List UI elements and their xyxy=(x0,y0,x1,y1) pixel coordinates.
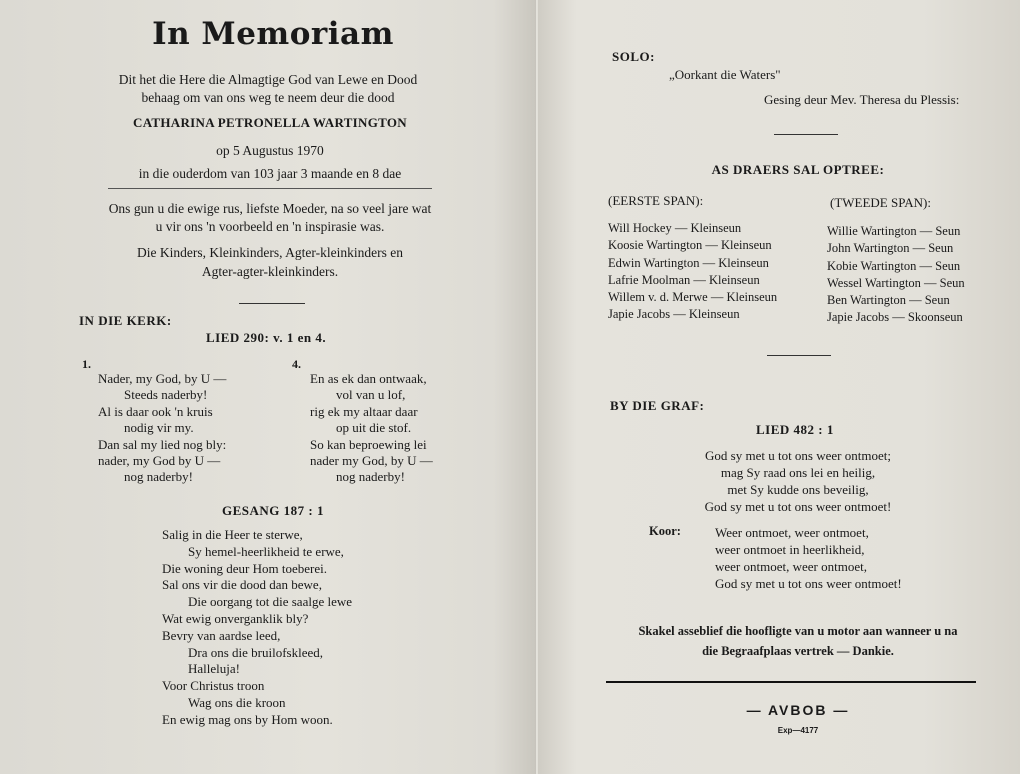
hymn-line: mag Sy raad ons lei en heilig, xyxy=(720,465,876,480)
rest-line: Ons gun u die ewige rus, liefste Moeder, na so veel jare wat xyxy=(108,201,432,216)
bearer-entry: Lafrie Moolman — Kleinseun xyxy=(608,272,760,287)
hymn-482-text xyxy=(658,447,938,515)
choir-line: weer ontmoet, weer ontmoet, xyxy=(715,559,867,574)
verse-line: rig ek my altaar daar xyxy=(310,403,418,419)
headlights-notice xyxy=(578,621,1018,661)
family-message xyxy=(40,243,500,281)
bearer-entry: Kobie Wartington — Seun xyxy=(827,258,961,273)
bearer-entry: Japie Jacobs — Kleinseun xyxy=(608,307,740,322)
hymn-187-title: GESANG 187 : 1 xyxy=(222,503,324,518)
solo-song: „Oorkant die Waters" xyxy=(669,67,781,82)
bearer-entry: Koosie Wartington — Kleinseun xyxy=(608,238,772,253)
hymn-line: Salig in die Heer te sterwe, xyxy=(162,527,303,542)
team-2-list xyxy=(827,223,965,327)
bearer-entry: Edwin Wartington — Kleinseun xyxy=(608,255,769,270)
announcement xyxy=(40,71,496,107)
verse-line: nog naderby! xyxy=(124,469,193,485)
bearer-entry: Will Hockey — Kleinseun xyxy=(608,221,742,235)
verse-line: nog naderby! xyxy=(336,469,405,485)
hymn-line: Die oorgang tot die saalge lewe xyxy=(188,594,353,610)
church-heading: IN DIE KERK: xyxy=(79,313,172,328)
intro-line: behaag om van ons weg te neem deur die dood xyxy=(141,90,395,105)
print-code: Exp—4177 xyxy=(777,726,819,735)
memorial-title: In Memoriam xyxy=(152,16,394,52)
verse-line: Nader, my God, by U — xyxy=(98,371,227,386)
verse-line: op uit die stof. xyxy=(336,420,412,436)
hymn-line: Dra ons die bruilofskleed, xyxy=(188,644,324,660)
bearer-entry: Willie Wartington — Seun xyxy=(827,224,961,238)
short-divider xyxy=(774,134,838,135)
hymn-187-text xyxy=(162,527,352,729)
verse-line: Dan sal my lied nog bly: xyxy=(98,436,227,452)
notice-line: die Begraafplaas vertrek — Dankie. xyxy=(702,644,894,658)
verse-line: So kan beproewing lei xyxy=(310,436,427,452)
bearer-entry: Wessel Wartington — Seun xyxy=(827,275,965,290)
hymn-line: met Sy kudde ons beveilig, xyxy=(727,482,869,497)
age-at-death: in die ouderdom van 103 jaar 3 maande en 8 dae xyxy=(138,166,402,181)
short-divider xyxy=(767,355,831,356)
hymn-line: God sy met u tot ons weer ontmoet; xyxy=(705,448,891,463)
grave-heading: BY DIE GRAF: xyxy=(610,398,705,413)
family-line: Agter-agter-kleinkinders. xyxy=(201,264,339,279)
team-1-heading: (EERSTE SPAN): xyxy=(608,193,704,208)
choir-text xyxy=(715,524,902,592)
hymn-line: Die woning deur Hom toeberei. xyxy=(162,560,327,576)
verse-4 xyxy=(310,371,433,486)
family-line: Die Kinders, Kleinkinders, Agter-kleinkinders en xyxy=(137,245,403,260)
verse-line: nodig vir my. xyxy=(124,420,194,436)
date-of-death: op 5 Augustus 1970 xyxy=(216,143,324,158)
hymn-line: Wat ewig onverganklik bly? xyxy=(162,610,309,626)
rest-line: u vir ons 'n voorbeeld en 'n inspirasie was. xyxy=(155,219,385,234)
bearer-entry: Ben Wartington — Seun xyxy=(827,293,950,308)
hymn-line: Bevry van aardse leed, xyxy=(162,627,281,643)
hymn-line: En ewig mag ons by Hom woon. xyxy=(162,711,333,727)
bearer-entry: John Wartington — Seun xyxy=(827,241,954,256)
verse-1-number: 1. xyxy=(82,357,91,371)
hymn-line: Wag ons die kroon xyxy=(188,694,286,710)
intro-line: Dit het die Here die Almagtige God van Lewe en Dood xyxy=(118,72,418,87)
solo-singer: Gesing deur Mev. Theresa du Plessis: xyxy=(764,92,960,107)
hymn-line: Sal ons vir die dood dan bewe, xyxy=(162,577,322,593)
team-1-list xyxy=(608,220,777,324)
short-divider xyxy=(239,303,305,304)
bearer-entry: Willem v. d. Merwe — Kleinseun xyxy=(608,290,778,305)
verse-line: En as ek dan ontwaak, xyxy=(310,371,427,386)
bearers-heading: AS DRAERS SAL OPTREE: xyxy=(711,162,885,177)
hymn-290-title: LIED 290: v. 1 en 4. xyxy=(206,330,327,345)
solo-heading: SOLO: xyxy=(612,49,655,64)
rest-message xyxy=(40,200,500,236)
choir-line: weer ontmoet in heerlikheid, xyxy=(715,542,865,557)
verse-line: nader my God, by U — xyxy=(310,453,433,469)
divider xyxy=(108,188,432,189)
hymn-line: Halleluja! xyxy=(188,661,240,677)
hymn-line: Voor Christus troon xyxy=(162,678,265,694)
footer-rule xyxy=(606,681,976,683)
choir-label: Koor: xyxy=(649,524,681,538)
publisher-name: — AVBOB — xyxy=(746,702,850,718)
hymn-line: God sy met u tot ons weer ontmoet! xyxy=(704,499,892,514)
bearer-entry: Japie Jacobs — Skoonseun xyxy=(827,310,963,325)
hymn-482-title: LIED 482 : 1 xyxy=(756,422,834,437)
choir-line: Weer ontmoet, weer ontmoet, xyxy=(715,525,869,540)
right-page xyxy=(538,0,1020,774)
notice-line: Skakel asseblief die hoofligte van u motor aan wanneer u na xyxy=(638,624,958,638)
verse-4-number: 4. xyxy=(292,357,301,371)
verse-line: nader, my God by U — xyxy=(98,453,221,469)
team-2-heading: (TWEEDE SPAN): xyxy=(830,195,931,210)
verse-line: Steeds naderby! xyxy=(124,387,208,403)
hymn-line: Sy hemel-heerlikheid te erwe, xyxy=(188,543,344,559)
deceased-name: CATHARINA PETRONELLA WARTINGTON xyxy=(133,115,407,130)
verse-line: Al is daar ook 'n kruis xyxy=(98,403,213,419)
verse-line: vol van u lof, xyxy=(336,387,406,403)
verse-1 xyxy=(98,371,226,486)
choir-line: God sy met u tot ons weer ontmoet! xyxy=(715,576,902,591)
